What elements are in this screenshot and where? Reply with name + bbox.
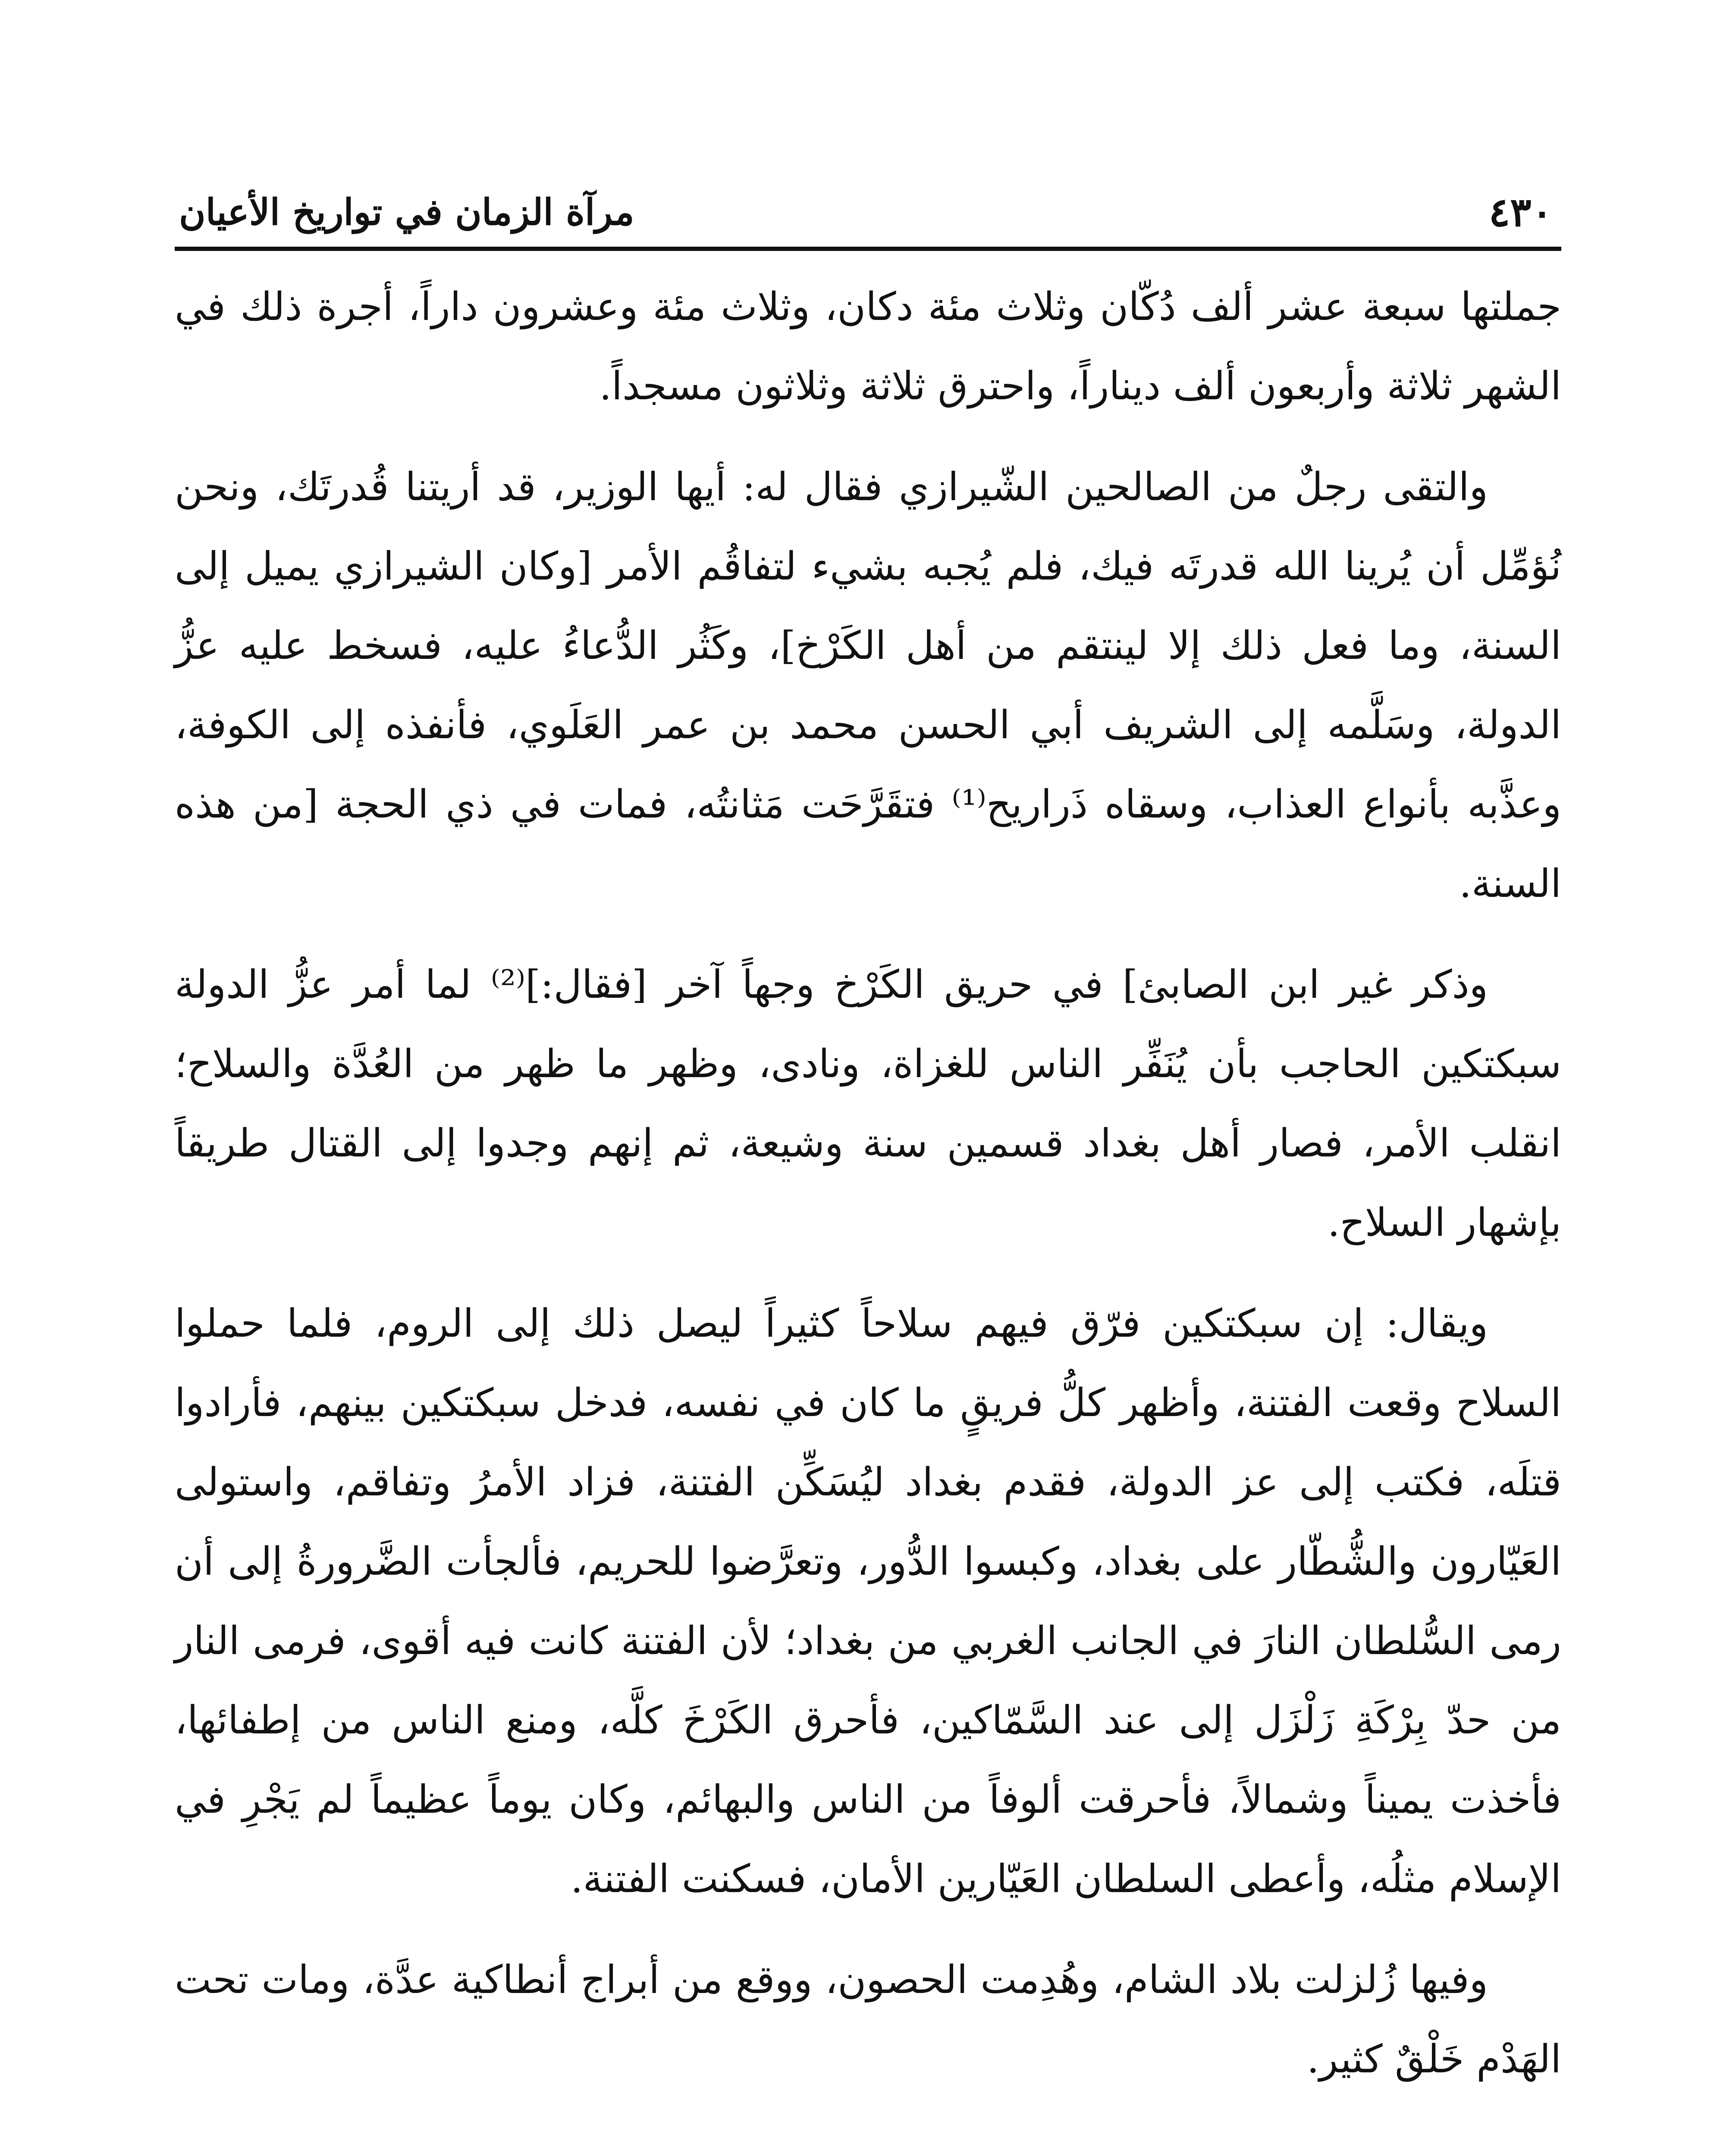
page-number: ٤٣٠ — [1488, 189, 1553, 235]
paragraph: جملتها سبعة عشر ألف دُكّان وثلاث مئة دكان، وثلاث مئة وعشرون داراً، أجرة ذلك في الشهر ثلاثة وأربعون ألف ديناراً، واحترق ثلاثة وثلاثون مسجداً. — [175, 284, 1561, 409]
main-text — [175, 267, 1561, 2121]
paragraph: ويقال: إن سبكتكين فرّق فيهم سلاحاً كثيراً ليصل ذلك إلى الروم، فلما حملوا السلاح وقعت الفتنة، وأظهر كلُّ فريقٍ ما كان في نفسه، فدخل سبكتكين بينهم، فأرادوا قتلَه، فكتب إلى عز الدولة، فقدم بغداد ليُسَكِّن الفتنة، فزاد الأمرُ وتفاقم، واستولى العَيّارون والشُّطّار على بغداد، وكبسوا الدُّور، وتعرَّضوا للحريم، فألجأت الضَّرورةُ إلى أن رمى السُّلطان النارَ في الجانب الغربي من بغداد؛ لأن الفتنة كانت فيه أقوى، فرمى النار من حدّ بِرْكَةِ زَلْزَل إلى عند السَّمّاكين، فأحرق الكَرْخَ كلَّه، ومنع الناس من إطفائها، فأخذت يميناً وشمالاً، فأحرقت ألوفاً من الناس والبهائم، وكان يوماً عظيماً لم يَجْرِ في الإسلام مثلُه، وأعطى السلطان العَيّارين الأمان، فسكنت الفتنة. — [175, 1301, 1561, 1902]
paragraph: وذكر غير ابن الصابئ] في حريق الكَرْخ وجهاً آخر [فقال:]⁽²⁾ لما أمر عزُّ الدولة سبكتكين الحاجب بأن يُنَفِّر الناس للغزاة، ونادى، وظهر ما ظهر من العُدَّة والسلاح؛ انقلب الأمر، فصار أهل بغداد قسمين سنة وشيعة، ثم إنهم وجدوا إلى القتال طريقاً بإشهار السلاح. — [175, 962, 1561, 1245]
running-title: مرآة الزمان في تواريخ الأعيان — [179, 191, 634, 233]
paragraph: وفيها زُلزلت بلاد الشام، وهُدِمت الحصون، ووقع من أبراج أنطاكية عدَّة، ومات تحت الهَدْم خَلْقٌ كثير. — [175, 1957, 1561, 2082]
paragraph: والتقى رجلٌ من الصالحين الشّيرازي فقال له: أيها الوزير، قد أريتنا قُدرتَك، ونحن نُؤمِّل أن يُرينا الله قدرتَه فيك، فلم يُجبه بشيء لتفاقُم الأمر [وكان الشيرازي يميل إلى السنة، وما فعل ذلك إلا لينتقم من أهل الكَرْخ]، وكَثُر الدُّعاءُ عليه، فسخط عليه عزُّ الدولة، وسَلَّمه إلى الشريف أبي الحسن محمد بن عمر العَلَوي، فأنفذه إلى الكوفة، وعذَّبه بأنواع العذاب، وسقاه ذَراريح⁽¹⁾ فتقَرَّحَت مَثانتُه، فمات في ذي الحجة [من هذه السنة. — [175, 464, 1561, 906]
header-rule — [175, 247, 1561, 251]
page-header — [175, 181, 1561, 250]
